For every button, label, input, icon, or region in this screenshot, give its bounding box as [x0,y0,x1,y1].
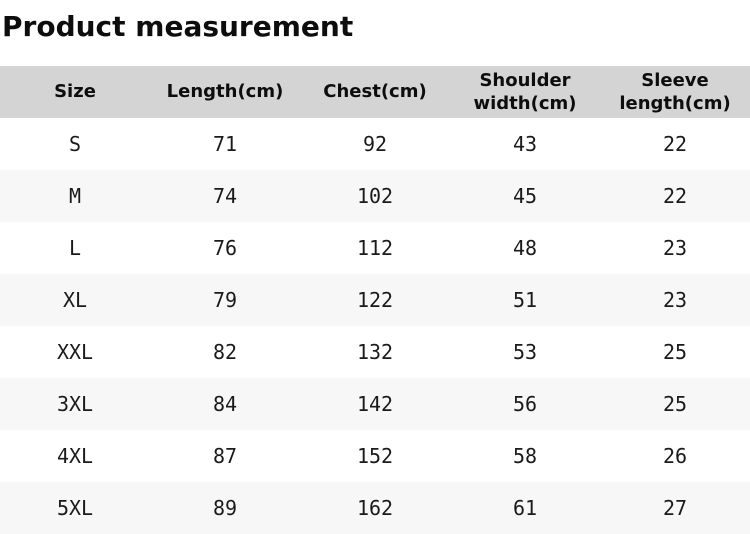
cell-chest: 102 [300,170,450,222]
cell-sleeve: 25 [600,378,750,430]
cell-length: 82 [150,326,300,378]
cell-sleeve: 27 [600,482,750,534]
table-row [0,274,750,326]
cell-chest: 152 [300,430,450,482]
page-title: Product measurement [2,10,354,43]
cell-chest: 112 [300,222,450,274]
cell-shoulder: 53 [450,326,600,378]
cell-shoulder: 56 [450,378,600,430]
column-header-sleeve-length: Sleeve length(cm) [600,66,750,118]
cell-size: 5XL [0,482,150,534]
title-bar [0,0,750,66]
cell-size: S [0,118,150,170]
cell-length: 84 [150,378,300,430]
header-row [0,66,750,118]
cell-size: XL [0,274,150,326]
cell-length: 76 [150,222,300,274]
cell-sleeve: 23 [600,222,750,274]
table-row [0,170,750,222]
column-header-shoulder-width: Shoulder width(cm) [450,66,600,118]
table-row [0,430,750,482]
cell-chest: 142 [300,378,450,430]
table-row [0,222,750,274]
cell-size: M [0,170,150,222]
cell-shoulder: 51 [450,274,600,326]
cell-shoulder: 43 [450,118,600,170]
measurement-table [0,66,750,534]
cell-size: L [0,222,150,274]
table-row [0,482,750,534]
cell-length: 74 [150,170,300,222]
cell-shoulder: 58 [450,430,600,482]
cell-sleeve: 23 [600,274,750,326]
cell-shoulder: 45 [450,170,600,222]
cell-sleeve: 25 [600,326,750,378]
column-header-chest: Chest(cm) [300,66,450,118]
cell-shoulder: 48 [450,222,600,274]
table-row [0,378,750,430]
cell-length: 87 [150,430,300,482]
table-body [0,118,750,534]
cell-size: XXL [0,326,150,378]
column-header-length: Length(cm) [150,66,300,118]
cell-sleeve: 26 [600,430,750,482]
cell-size: 3XL [0,378,150,430]
cell-chest: 162 [300,482,450,534]
cell-size: 4XL [0,430,150,482]
cell-length: 89 [150,482,300,534]
cell-length: 79 [150,274,300,326]
table-header [0,66,750,118]
cell-sleeve: 22 [600,118,750,170]
table-row [0,326,750,378]
cell-shoulder: 61 [450,482,600,534]
cell-length: 71 [150,118,300,170]
column-header-size: Size [0,66,150,118]
cell-chest: 122 [300,274,450,326]
cell-sleeve: 22 [600,170,750,222]
cell-chest: 132 [300,326,450,378]
table-row [0,118,750,170]
cell-chest: 92 [300,118,450,170]
